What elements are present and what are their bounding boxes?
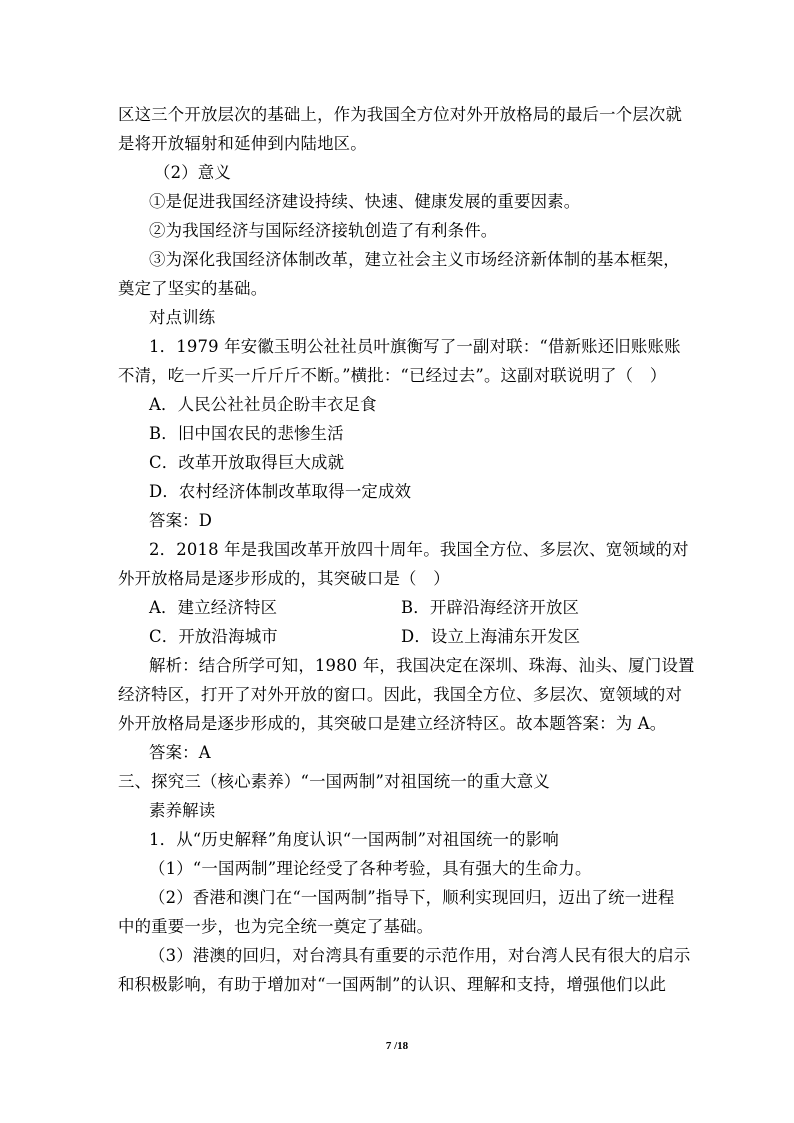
section-subheading: 素养解读 [149, 801, 216, 820]
question-2-options-row [118, 593, 678, 622]
point-item: 中的重要一步，也为完全统一奠定了基础。 [118, 917, 434, 936]
page-content [118, 100, 695, 999]
question-2-option-a: A．建立经济特区 [149, 598, 278, 617]
question-1-option-c: C．改革开放取得巨大成就 [149, 453, 345, 472]
question-2-option-c: C．开放沿海城市 [149, 627, 278, 646]
question-2-analysis: 外开放格局是逐步形成的，其突破口是建立经济特区。故本题答案：为 A。 [118, 714, 667, 733]
question-1-option-d: D．农村经济体制改革取得一定成效 [149, 482, 412, 501]
question-1-option-b: B．旧中国农民的悲惨生活 [149, 424, 344, 443]
question-1-text: 1．1979 年安徽玉明公社社员叶旗衡写了一副对联：“借新账还旧账账账 [149, 337, 681, 356]
section-subheading: （2）意义 [154, 163, 231, 182]
question-2-analysis: 经济特区，打开了对外开放的窗口。因此，我国全方位、多层次、宽领域的对 [118, 685, 683, 704]
question-2-option-b: B．开辟沿海经济开放区 [401, 598, 580, 617]
section-heading: 三、探究三（核心素养）“一国两制”对祖国统一的重大意义 [118, 772, 550, 791]
question-2-option-d: D．设立上海浦东开发区 [401, 627, 581, 646]
paragraph-line: 区这三个开放层次的基础上，作为我国全方位对外开放格局的最后一个层次就 [118, 105, 683, 124]
question-2-answer: 答案：A [149, 743, 211, 762]
section-heading: 对点训练 [149, 308, 216, 327]
paragraph-line: 是将开放辐射和延伸到内陆地区。 [118, 134, 367, 153]
page-number: 7 /18 [385, 1040, 409, 1052]
point-item: （1）“一国两制”理论经受了各种考验，具有强大的生命力。 [149, 859, 592, 878]
point-item: （3）港澳的回归，对台湾具有重要的示范作用，对台湾人民有很大的启示 [149, 946, 691, 965]
question-2-analysis: 解析：结合所学可知，1980 年，我国决定在深圳、珠海、汕头、厦门设置 [149, 656, 695, 675]
point-item: 和积极影响，有助于增加对“一国两制”的认识、理解和支持，增强他们以此 [118, 975, 667, 994]
significance-item: ②为我国经济与国际经济接轨创造了有利条件。 [149, 221, 498, 240]
question-1-option-a: A．人民公社社员企盼丰衣足食 [149, 395, 377, 414]
question-2-options-row [118, 622, 678, 651]
question-1-answer: 答案：D [149, 511, 213, 530]
question-2-text: 外开放格局是逐步形成的，其突破口是（ ） [118, 569, 450, 588]
significance-item: ①是促进我国经济建设持续、快速、健康发展的重要因素。 [149, 192, 581, 211]
point-heading: 1．从“历史解释”角度认识“一国两制”对祖国统一的影响 [149, 830, 559, 849]
point-item: （2）香港和澳门在“一国两制”指导下，顺利实现回归，迈出了统一进程 [149, 888, 675, 907]
significance-item: ③为深化我国经济体制改革，建立社会主义市场经济新体制的基本框架， [149, 250, 680, 269]
paragraph-line: 奠定了坚实的基础。 [118, 279, 268, 298]
question-2-text: 2．2018 年是我国改革开放四十周年。我国全方位、多层次、宽领域的对 [149, 540, 689, 559]
question-1-text: 不清，吃一斤买一斤斤斤不断。”横批：“已经过去”。这副对联说明了（ ） [118, 366, 667, 385]
